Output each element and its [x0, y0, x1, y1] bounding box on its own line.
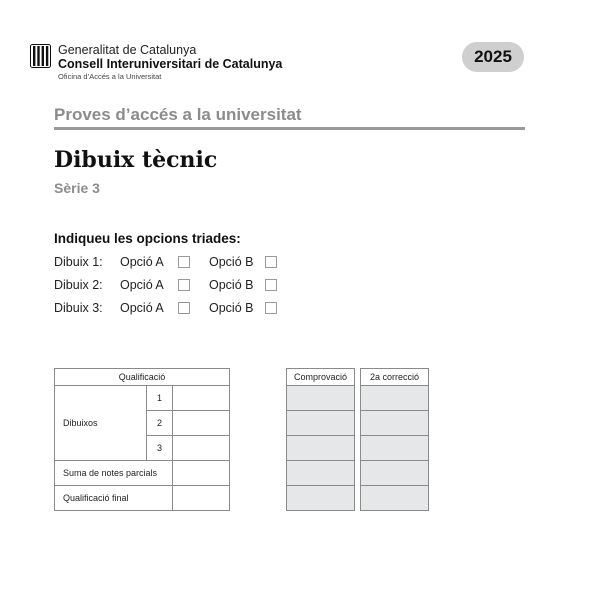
- check-cell[interactable]: [287, 461, 355, 486]
- check-header: Comprovació: [287, 369, 355, 386]
- org-name-office: Oficina d’Accés a la Universitat: [58, 72, 162, 81]
- second-correction-cell[interactable]: [361, 411, 429, 436]
- drawings-label: Dibuixos: [55, 386, 147, 461]
- option-a-label: Opció A: [120, 301, 164, 315]
- second-correction-cell[interactable]: [361, 461, 429, 486]
- option-b-checkbox-1[interactable]: [265, 256, 277, 268]
- grading-header: Qualificació: [55, 369, 230, 386]
- option-b-checkbox-3[interactable]: [265, 302, 277, 314]
- option-a-checkbox-1[interactable]: [178, 256, 190, 268]
- org-name-council: Consell Interuniversitari de Catalunya: [58, 57, 283, 71]
- option-a-label: Opció A: [120, 278, 164, 292]
- option-b-label: Opció B: [209, 278, 254, 292]
- second-correction-cell[interactable]: [361, 436, 429, 461]
- catalonia-flag-icon: [30, 44, 51, 68]
- options-instruction: Indiqueu les opcions triades:: [54, 231, 241, 246]
- check-cell[interactable]: [287, 436, 355, 461]
- review-table: [286, 368, 429, 511]
- check-cell[interactable]: [287, 486, 355, 511]
- option-a-checkbox-2[interactable]: [178, 279, 190, 291]
- drawing-number: 3: [147, 436, 173, 461]
- second-correction-cell[interactable]: [361, 386, 429, 411]
- drawing-label: Dibuix 1:: [54, 255, 103, 269]
- option-b-checkbox-2[interactable]: [265, 279, 277, 291]
- exam-title: Proves d’accés a la universitat: [54, 105, 302, 124]
- org-name-generalitat: Generalitat de Catalunya: [58, 43, 197, 57]
- option-a-label: Opció A: [120, 255, 164, 269]
- sum-cell[interactable]: [173, 461, 230, 486]
- check-cell[interactable]: [287, 386, 355, 411]
- year-badge: 2025: [462, 42, 524, 72]
- check-cell[interactable]: [287, 411, 355, 436]
- drawing-label: Dibuix 3:: [54, 301, 103, 315]
- sum-label: Suma de notes parcials: [55, 461, 173, 486]
- option-b-label: Opció B: [209, 255, 254, 269]
- grading-table: [54, 368, 230, 511]
- title-divider: [54, 127, 525, 130]
- final-grade-cell[interactable]: [173, 486, 230, 511]
- drawing-number: 2: [147, 411, 173, 436]
- grade-cell-2[interactable]: [173, 411, 230, 436]
- second-correction-cell[interactable]: [361, 486, 429, 511]
- grade-cell-3[interactable]: [173, 436, 230, 461]
- option-a-checkbox-3[interactable]: [178, 302, 190, 314]
- subject-title: Dibuix tècnic: [54, 147, 218, 173]
- final-grade-label: Qualificació final: [55, 486, 173, 511]
- grade-cell-1[interactable]: [173, 386, 230, 411]
- series-label: Sèrie 3: [54, 180, 100, 196]
- option-b-label: Opció B: [209, 301, 254, 315]
- drawing-number: 1: [147, 386, 173, 411]
- second-correction-header: 2a correcció: [361, 369, 429, 386]
- drawing-label: Dibuix 2:: [54, 278, 103, 292]
